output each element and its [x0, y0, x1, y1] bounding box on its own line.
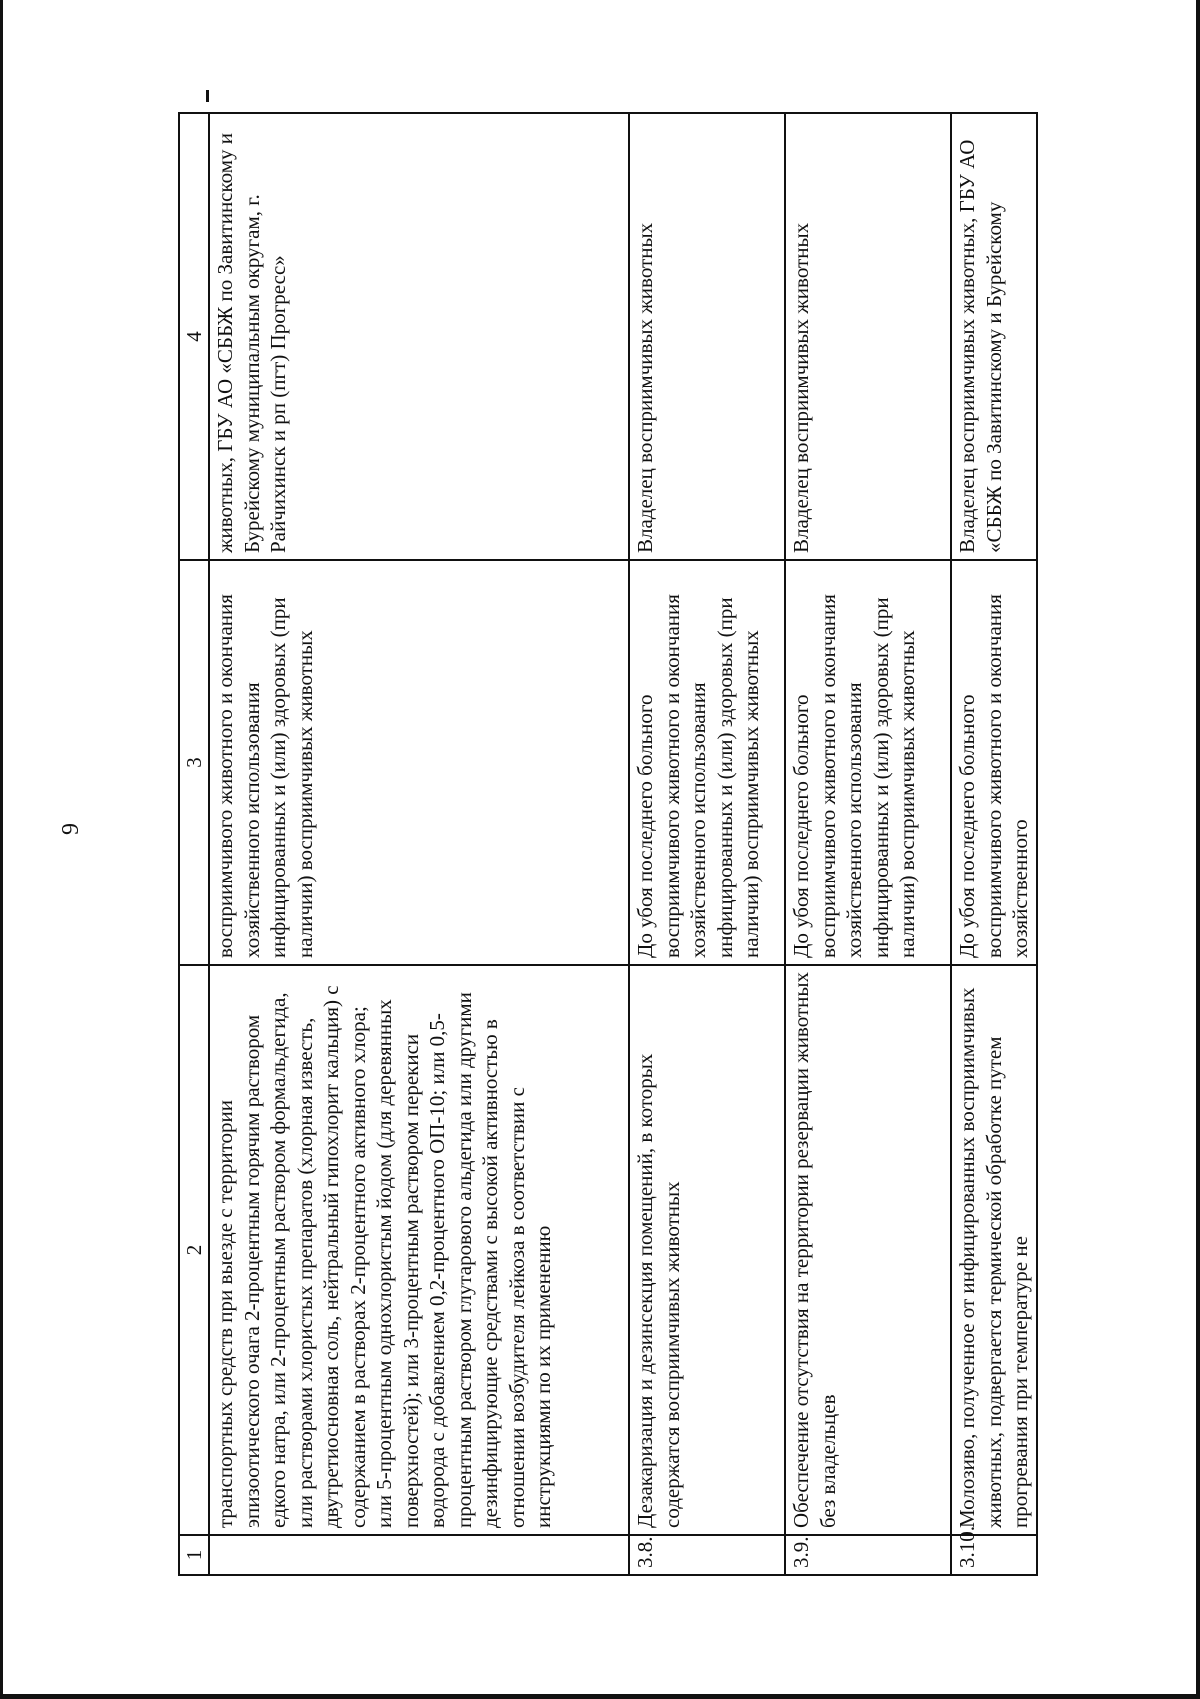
table-header-row — [179, 113, 209, 1575]
measure-cell: Молозиво, полученное от инфицированных восприимчивых животных, подвергается термической обработке путем прогревания при температуре не — [951, 965, 1037, 1535]
row-number: 3.8. — [629, 1535, 785, 1575]
row-number: 3.10. — [951, 1535, 1037, 1575]
term-cell: До убоя последнего больного восприимчивого животного и окончания хозяйственного — [951, 560, 1037, 965]
term-cell: До убоя последнего больного восприимчивого животного и окончания хозяйственного использования инфицированных и (или) здоровых (при наличии) восприимчивых животных — [629, 560, 785, 965]
term-cell: восприимчивого животного и окончания хозяйственного использования инфицированных и (или) здоровых (при наличии) восприимчивых животных — [209, 560, 629, 965]
term-cell: До убоя последнего больного восприимчивого животного и окончания хозяйственного использования инфицированных и (или) здоровых (при наличии) восприимчивых животных — [785, 560, 951, 965]
measure-cell: Дезакаризация и дезинсекция помещений, в которых содержатся восприимчивых животных — [629, 965, 785, 1535]
table-row — [785, 113, 951, 1575]
column-header: 4 — [179, 113, 209, 560]
column-header: 2 — [179, 965, 209, 1535]
column-header: 3 — [179, 560, 209, 965]
row-number: 3.9. — [785, 1535, 951, 1575]
responsible-cell: Владелец восприимчивых животных, ГБУ АО «СББЖ по Завитинскому и Бурейскому — [951, 113, 1037, 560]
responsible-cell: Владелец восприимчивых животных — [629, 113, 785, 560]
measure-cell: транспортных средств при выезде с территории эпизоотического очага 2-процентным горячим раствором едкого натра, или 2-процентным раствором формальдегида, или растворами хлористых препаратов (хлорная известь, двутретиосновная соль, нейтральный гипохлорит кальция) с содержанием в растворах 2-процентного активного хлора; или 5-процентным однохлористым йодом (для деревянных поверхностей); или 3-процентным раствором перекиси водорода с добавлением 0,2-процентного ОП-10; или 0,5-процентным раствором глутарового альдегида или другими дезинфицирующие средствами с высокой активностью в отношении возбудителя лейкоза в соответствии с инструкциями по их применению — [209, 965, 629, 1535]
page-number: 9 — [58, 823, 84, 835]
measure-cell: Обеспечение отсутствия на территории резервации животных без владельцев — [785, 965, 951, 1535]
table-row — [629, 113, 785, 1575]
column-header: 1 — [179, 1535, 209, 1575]
responsible-cell: Владелец восприимчивых животных — [785, 113, 951, 560]
row-number — [209, 1535, 629, 1575]
measures-table — [178, 112, 1038, 1576]
table-row — [209, 113, 629, 1575]
responsible-cell: животных, ГБУ АО «СББЖ по Завитинскому и Бурейскому муниципальным округам, г. Райчихинск и рп (пгт) Прогресс» — [209, 113, 629, 560]
table-row — [951, 113, 1037, 1575]
